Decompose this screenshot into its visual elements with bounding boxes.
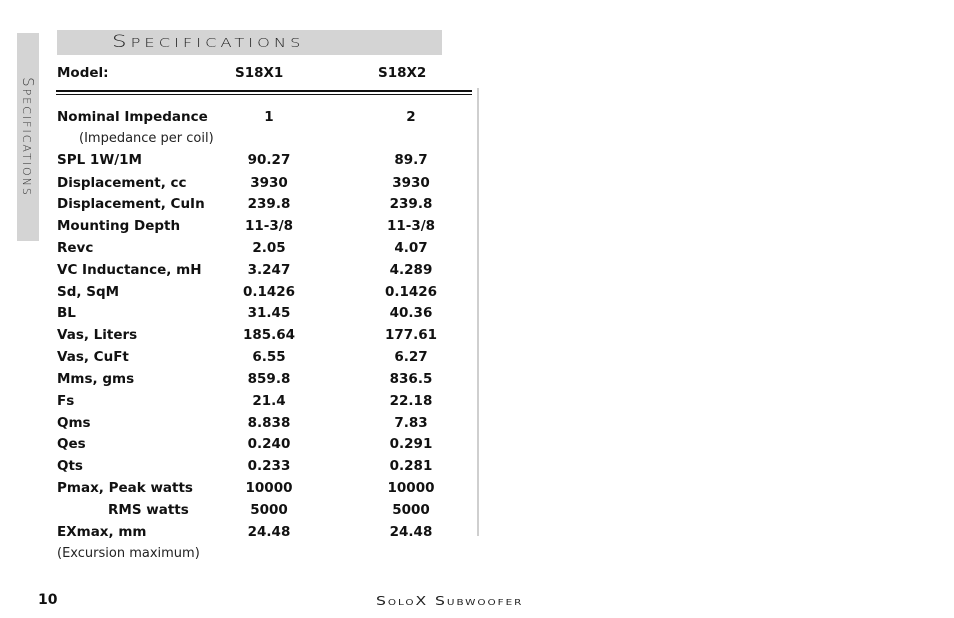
- table-row: [57, 218, 477, 238]
- row-label: BL: [57, 305, 76, 321]
- row-value-s18x1: 3930: [250, 175, 288, 191]
- row-label: Vas, CuFt: [57, 349, 129, 365]
- row-label: Qts: [57, 458, 83, 474]
- row-label: Displacement, CuIn: [57, 196, 205, 212]
- row-label: EXmax, mm: [57, 524, 147, 540]
- header-model-label: Model:: [57, 65, 109, 81]
- row-label: Qms: [57, 415, 91, 431]
- row-value-s18x2: 836.5: [389, 371, 433, 387]
- row-value-s18x1: 239.8: [247, 196, 291, 212]
- row-label: Mms, gms: [57, 371, 135, 387]
- row-label: Pmax, Peak watts: [57, 480, 193, 496]
- row-label: Revc: [57, 240, 94, 256]
- row-label: Fs: [57, 393, 75, 409]
- row-value-s18x2: 0.291: [389, 436, 433, 452]
- table-row: [57, 240, 477, 260]
- row-value-s18x1: 24.48: [247, 524, 291, 540]
- side-section-label: Specifications: [19, 77, 37, 197]
- row-value-s18x1: 31.45: [247, 305, 291, 321]
- row-value-s18x2: 40.36: [389, 305, 433, 321]
- row-value-s18x1: 0.240: [247, 436, 291, 452]
- row-label: RMS watts: [108, 502, 189, 518]
- row-label: Qes: [57, 436, 86, 452]
- row-value-s18x1: 5000: [250, 502, 288, 518]
- row-value-s18x1: 6.55: [252, 349, 286, 365]
- row-value-s18x2: 0.281: [389, 458, 433, 474]
- row-value-s18x2: 22.18: [389, 393, 433, 409]
- table-row: [57, 415, 477, 435]
- page-number: 10: [38, 592, 58, 608]
- table-row: [57, 349, 477, 369]
- table-right-border: [477, 88, 479, 536]
- row-value-s18x1: 859.8: [247, 371, 291, 387]
- row-value-s18x1: 90.27: [247, 152, 291, 168]
- row-value-s18x2: 89.7: [394, 152, 428, 168]
- row-value-s18x1: 11-3/8: [244, 218, 294, 234]
- table-row: [57, 371, 477, 391]
- row-label: SPL 1W/1M: [57, 152, 142, 168]
- row-value-s18x2: 177.61: [384, 327, 438, 343]
- section-title-bar: [57, 30, 442, 55]
- table-row: [57, 152, 477, 172]
- header-divider-thin: [56, 94, 472, 95]
- row-value-s18x1: 1: [264, 109, 274, 125]
- table-row: [57, 436, 477, 456]
- table-row: [57, 393, 477, 413]
- row-value-s18x2: 6.27: [394, 349, 428, 365]
- row-value-s18x1: 21.4: [252, 393, 286, 409]
- table-row: [57, 109, 477, 129]
- row-label: Vas, Liters: [57, 327, 138, 343]
- header-divider-thick: [56, 90, 472, 92]
- row-value-s18x2: 24.48: [389, 524, 433, 540]
- header-col-s18x2: S18X2: [378, 65, 427, 81]
- row-value-s18x1: 10000: [245, 480, 293, 496]
- row-value-s18x1: 8.838: [247, 415, 291, 431]
- table-row: [57, 524, 477, 544]
- row-label: VC Inductance, mH: [57, 262, 202, 278]
- excursion-note: (Excursion maximum): [57, 546, 200, 561]
- footer-product-name: SoloX Subwoofer: [376, 594, 524, 608]
- row-label: Sd, SqM: [57, 284, 120, 300]
- row-value-s18x1: 0.1426: [242, 284, 296, 300]
- table-row: [57, 480, 477, 500]
- table-row: [57, 284, 477, 304]
- table-row: [57, 458, 477, 478]
- table-row: [57, 262, 477, 282]
- table-row: [57, 305, 477, 325]
- row-value-s18x2: 5000: [392, 502, 430, 518]
- table-row: [57, 502, 477, 522]
- row-label: Nominal Impedance: [57, 109, 208, 125]
- side-section-tab: [17, 33, 39, 241]
- row-value-s18x1: 185.64: [242, 327, 296, 343]
- row-value-s18x2: 4.07: [394, 240, 428, 256]
- row-value-s18x2: 239.8: [389, 196, 433, 212]
- row-label: Mounting Depth: [57, 218, 181, 234]
- row-label: Displacement, cc: [57, 175, 187, 191]
- row-value-s18x2: 11-3/8: [386, 218, 436, 234]
- page-title: Specifications: [112, 32, 305, 52]
- row-value-s18x1: 3.247: [247, 262, 291, 278]
- table-row: [57, 175, 477, 195]
- row-value-s18x2: 7.83: [394, 415, 428, 431]
- row-value-s18x2: 0.1426: [384, 284, 438, 300]
- row-value-s18x2: 10000: [387, 480, 435, 496]
- impedance-note: (Impedance per coil): [79, 131, 214, 146]
- table-row: [57, 327, 477, 347]
- header-col-s18x1: S18X1: [235, 65, 284, 81]
- row-value-s18x1: 2.05: [252, 240, 286, 256]
- row-value-s18x2: 4.289: [389, 262, 433, 278]
- row-value-s18x2: 2: [406, 109, 416, 125]
- table-row: [57, 196, 477, 216]
- row-value-s18x1: 0.233: [247, 458, 291, 474]
- row-value-s18x2: 3930: [392, 175, 430, 191]
- table-header: [57, 65, 477, 83]
